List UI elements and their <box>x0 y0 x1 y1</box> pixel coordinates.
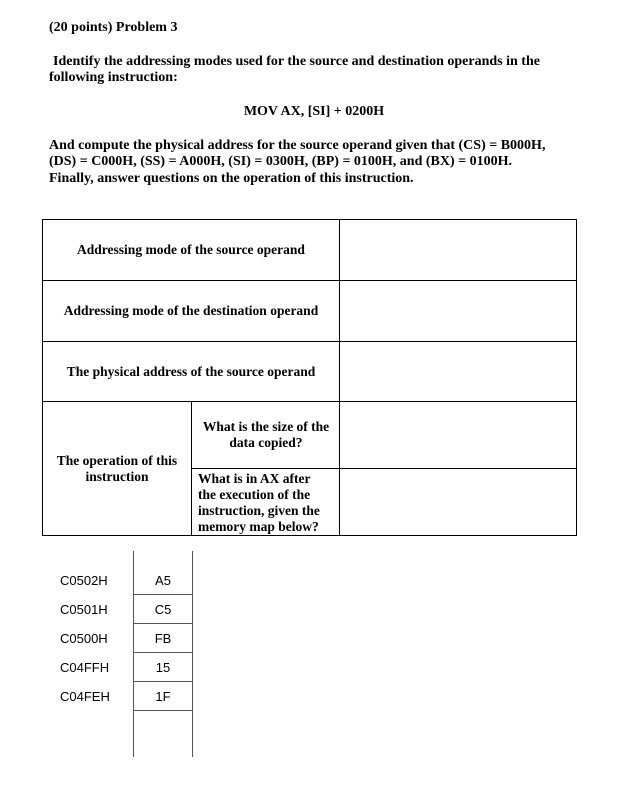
intro-line-2: following instruction: <box>49 70 178 85</box>
question-size-line-1: What is the size of the <box>202 419 330 434</box>
memory-value: 1F <box>155 689 171 704</box>
problem-header: (20 points) Problem 3 <box>49 20 178 35</box>
column-divider <box>191 401 192 535</box>
question-ax-line-2: the execution of the <box>198 487 311 502</box>
memory-value: C5 <box>154 602 172 617</box>
memory-cell-divider <box>133 594 193 595</box>
memory-address: C0500H <box>60 631 108 646</box>
memory-address: C04FEH <box>60 689 110 704</box>
memory-value: FB <box>154 631 172 646</box>
answer-physical-address[interactable] <box>340 342 576 401</box>
instruction-text: MOV AX, [SI] + 0200H <box>243 104 385 119</box>
label-physical-address: The physical address of the source operand <box>66 364 316 379</box>
memory-cell-divider <box>133 652 193 653</box>
question-size-line-2: data copied? <box>229 435 303 450</box>
compute-line-1: And compute the physical address for the source operand given that (CS) = B000H, <box>49 138 546 153</box>
compute-line-2: (DS) = C000H, (SS) = A000H, (SI) = 0300H, (BP) = 0100H, and (BX) = 0100H. <box>49 154 513 169</box>
answer-ax-value[interactable] <box>340 469 576 535</box>
question-ax-line-1: What is in AX after <box>198 471 311 486</box>
question-ax-line-4: memory map below? <box>198 519 319 534</box>
memory-map-right-border <box>192 551 193 757</box>
compute-line-3: Finally, answer questions on the operation of this instruction. <box>49 171 414 186</box>
label-operation-line-2: instruction <box>85 469 149 484</box>
question-ax-line-3: instruction, given the <box>198 503 320 518</box>
answer-table <box>42 219 577 536</box>
memory-address: C0501H <box>60 602 108 617</box>
intro-line-1: Identify the addressing modes used for the source and destination operands in the <box>53 54 540 69</box>
answer-source-mode[interactable] <box>340 220 576 280</box>
label-source-mode: Addressing mode of the source operand <box>77 242 305 257</box>
memory-value: A5 <box>155 573 171 588</box>
label-operation-line-1: The operation of this <box>56 453 178 468</box>
memory-value: 15 <box>155 660 171 675</box>
label-destination-mode: Addressing mode of the destination operand <box>63 303 319 318</box>
memory-cell-divider <box>133 681 193 682</box>
memory-cell-divider <box>133 623 193 624</box>
answer-destination-mode[interactable] <box>340 281 576 341</box>
memory-address: C0502H <box>60 573 108 588</box>
memory-address: C04FFH <box>60 660 110 675</box>
memory-cell-divider <box>133 710 193 711</box>
answer-data-size[interactable] <box>340 402 576 468</box>
